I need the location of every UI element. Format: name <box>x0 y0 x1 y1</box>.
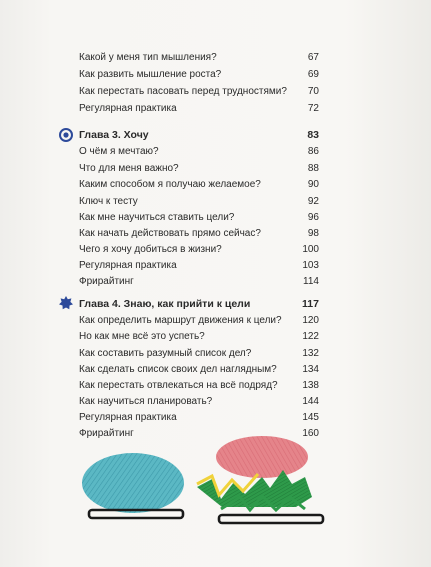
chapter-title: Глава 3. Хочу <box>79 129 149 141</box>
toc-entry-title: Какой у меня тип мышления? <box>79 52 217 63</box>
toc-entry-title: Как начать действовать прямо сейчас? <box>79 228 261 239</box>
toc-entry-title: Регулярная практика <box>79 412 177 423</box>
toc-entry-title: Как перестать пасовать перед трудностями? <box>79 86 287 97</box>
blue-blob-shape <box>82 453 184 513</box>
toc-entry-page: 160 <box>302 428 319 439</box>
toc-entry-page: 90 <box>307 179 319 190</box>
toc-entry-page: 100 <box>302 244 319 255</box>
toc-entry-title: Как мне научиться ставить цели? <box>79 212 235 223</box>
toc-entry-title: Фрирайтинг <box>79 428 134 439</box>
toc-entry-title: Фрирайтинг <box>79 276 134 287</box>
toc-entry-page: 92 <box>307 196 319 207</box>
toc-entry-page: 103 <box>302 260 319 271</box>
toc-entry-page: 138 <box>302 380 319 391</box>
toc-entry-page: 86 <box>307 146 319 157</box>
toc-entry-page: 144 <box>302 396 319 407</box>
pink-blob-shape <box>216 436 308 478</box>
toc-entry-page: 69 <box>307 69 319 80</box>
chapter-page: 83 <box>307 129 319 141</box>
chapter-title: Глава 4. Знаю, как прийти к цели <box>79 298 251 310</box>
toc-entry-page: 88 <box>307 163 319 174</box>
toc-entry-page: 96 <box>307 212 319 223</box>
toc-entry-title: Как сделать список своих дел наглядным? <box>79 364 277 375</box>
toc-entry-page: 98 <box>307 228 319 239</box>
toc-entry-page: 72 <box>307 103 319 114</box>
toc-entry-page: 70 <box>307 86 319 97</box>
toc-entry-title: О чём я мечтаю? <box>79 146 159 157</box>
black-outline-bar <box>89 510 183 518</box>
toc-entry-title: Чего я хочу добиться в жизни? <box>79 244 222 255</box>
black-outline-bar <box>219 515 323 523</box>
toc-entry-page: 132 <box>302 348 319 359</box>
toc-entry-title: Ключ к тесту <box>79 196 138 207</box>
toc-entry-title: Каким способом я получаю желаемое? <box>79 179 261 190</box>
toc-entry-title: Регулярная практика <box>79 103 177 114</box>
toc-entry-title: Как перестать отвлекаться на всё подряд? <box>79 380 278 391</box>
toc-entry-page: 134 <box>302 364 319 375</box>
chapter-page: 117 <box>302 298 319 310</box>
toc-entry-title: Но как мне всё это успеть? <box>79 331 205 342</box>
toc-entry-title: Что для меня важно? <box>79 163 179 174</box>
toc-entry-page: 122 <box>302 331 319 342</box>
toc-entry-title: Как определить маршрут движения к цели? <box>79 315 282 326</box>
toc-entry-title: Как составить разумный список дел? <box>79 348 252 359</box>
toc-entry-title: Регулярная практика <box>79 260 177 271</box>
toc-entry-title: Как развить мышление роста? <box>79 69 222 80</box>
toc-entry-page: 114 <box>303 276 319 287</box>
toc-entry-page: 67 <box>307 52 319 63</box>
toc-entry-page: 145 <box>302 412 319 423</box>
toc-entry-page: 120 <box>302 315 319 326</box>
toc-entry-title: Как научиться планировать? <box>79 396 213 407</box>
